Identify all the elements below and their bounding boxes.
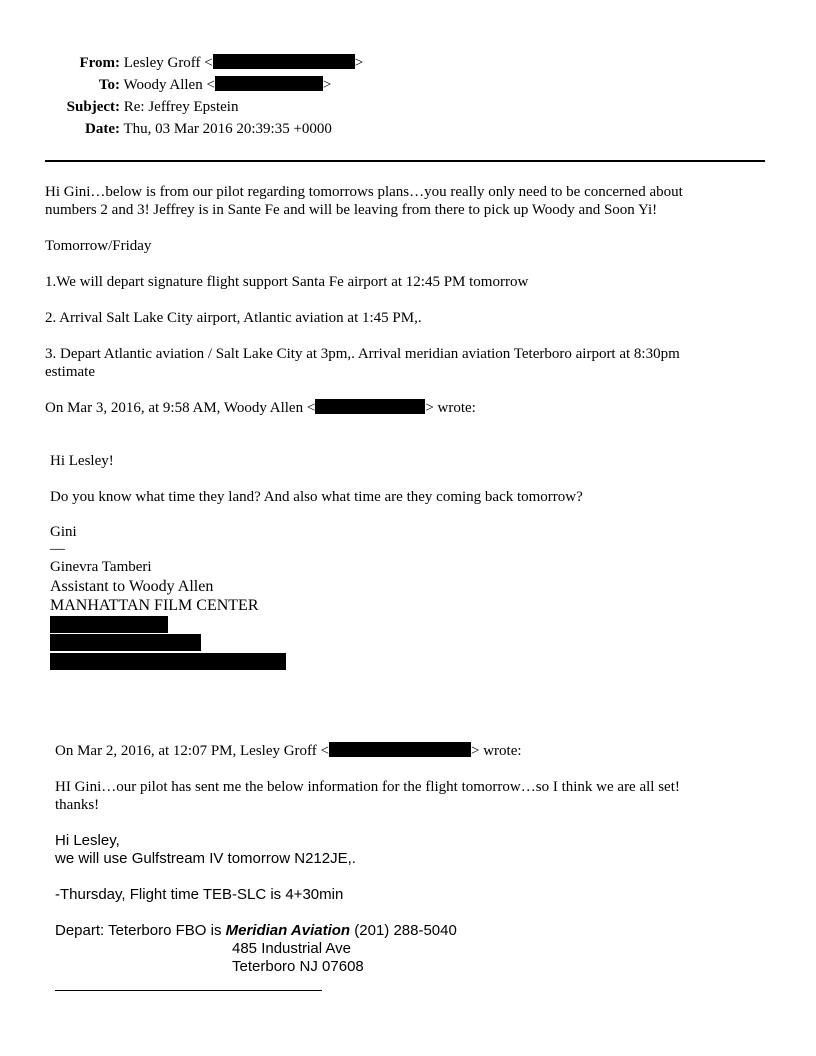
fbo-address-line-1: 485 Industrial Ave [232,940,351,957]
itinerary-item-3-line-2: estimate [45,364,95,380]
header-divider [45,160,765,162]
itinerary-item-2: 2. Arrival Salt Lake City airport, Atlantic aviation at 1:45 PM,. [45,310,422,326]
quote2-intro [55,742,522,760]
subject-value: Re: Jeffrey Epstein [123,99,239,115]
from-value: Lesley Groff < [123,55,213,71]
redacted-signature-line [50,616,168,633]
quote1-dash: — [50,541,65,557]
quote1-intro-pre: On Mar 3, 2016, at 9:58 AM, Woody Allen < [45,400,316,416]
quote2-intro-post: > wrote: [470,743,522,759]
day-heading: Tomorrow/Friday [45,238,152,254]
quote2-intro-pre: On Mar 2, 2016, at 12:07 PM, Lesley Groff < [55,743,329,759]
pilot-greeting: Hi Lesley, [55,832,120,849]
redacted-email [329,742,471,757]
redacted-email [315,399,425,414]
date-value: Thu, 03 Mar 2016 20:39:35 +0000 [123,121,332,137]
to-value: Woody Allen < [123,77,215,93]
depart-phone: (201) 288-5040 [350,922,457,939]
depart-label: Depart: Teterboro FBO is [55,922,226,939]
pilot-flight-time: -Thursday, Flight time TEB-SLC is 4+30min [55,886,344,903]
quote1-question: Do you know what time they land? And also what time are they coming back tomorrow? [50,489,583,505]
quote1-intro-post: > wrote: [425,400,476,416]
itinerary-item-1: 1.We will depart signature flight support Santa Fe airport at 12:45 PM tomorrow [45,274,529,290]
to-label: To: [98,77,120,93]
from-label: From: [79,55,120,71]
from-close: > [354,55,364,71]
signature-title: Assistant to Woody Allen [50,578,214,595]
header-to-row [0,76,331,94]
fbo-address-line-2: Teterboro NJ 07608 [232,958,364,975]
quote1-greeting: Hi Lesley! [50,453,114,469]
intro-line-2: numbers 2 and 3! Jeffrey is in Sante Fe and will be leaving from there to pick up Woody and Soon Yi! [45,202,658,218]
redacted-email [213,54,355,69]
to-close: > [322,77,332,93]
quote1-signoff: Gini [50,524,77,540]
quote2-message-line-1: HI Gini…our pilot has sent me the below information for the flight tomorrow…so I think we are all set! [55,779,680,795]
signature-company: MANHATTAN FILM CENTER [50,597,259,614]
subject-label: Subject: [66,99,120,115]
redacted-signature-line [50,634,201,651]
section-underline [55,990,322,991]
redacted-signature-line [50,653,286,670]
header-from-row [0,54,363,72]
quote1-intro [45,399,476,417]
signature-name: Ginevra Tamberi [50,559,152,575]
header-date-row [0,120,332,138]
redacted-email [215,76,323,91]
date-label: Date: [85,121,120,137]
quote2-message-line-2: thanks! [55,797,100,813]
pilot-depart [55,922,457,940]
intro-line-1: Hi Gini…below is from our pilot regarding tomorrows plans…you really only need to be concerned about [45,184,683,200]
header-subject-row [0,98,238,116]
pilot-aircraft: we will use Gulfstream IV tomorrow N212JE,. [55,850,356,867]
itinerary-item-3-line-1: 3. Depart Atlantic aviation / Salt Lake City at 3pm,. Arrival meridian aviation Teterboro airport at 8:30pm [45,346,680,362]
depart-fbo: Meridian Aviation [225,922,351,939]
